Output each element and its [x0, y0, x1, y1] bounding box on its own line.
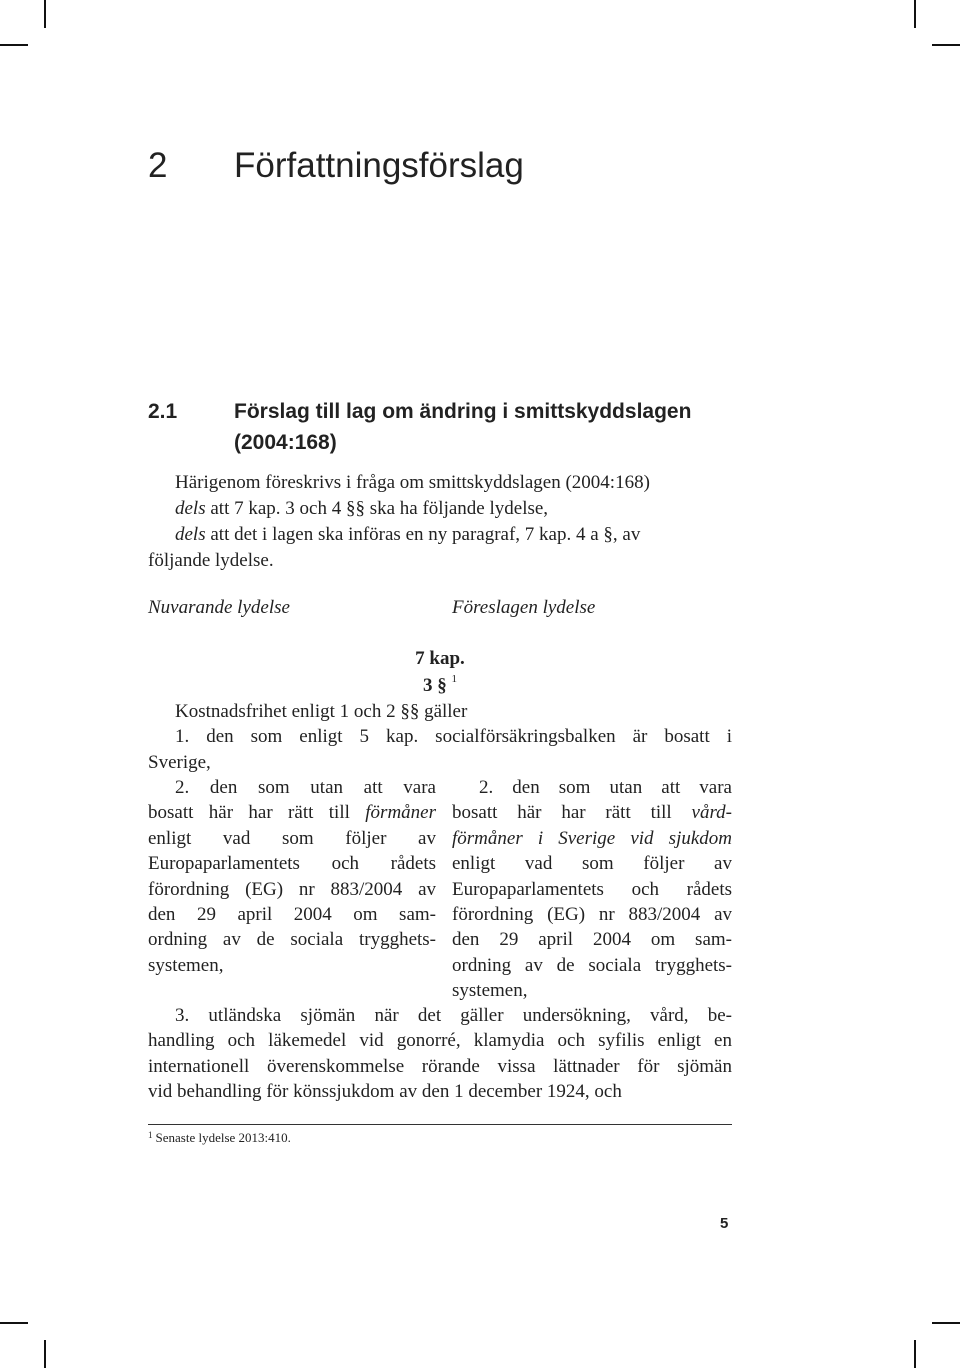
lead-line: Kostnadsfrihet enligt 1 och 2 §§ gäller	[175, 701, 468, 722]
section-heading	[148, 396, 691, 458]
item3-line: internationell överenskommelse rörande vissa lättnader för sjömän	[148, 1055, 732, 1077]
common-text	[148, 699, 732, 775]
current-line: ordning av de sociala trygghets-	[148, 929, 436, 951]
footnote-number: 1	[148, 1130, 153, 1140]
proposed-em: vård-	[691, 802, 732, 824]
footnote-marker: 1	[451, 673, 457, 685]
intro-line	[148, 496, 748, 522]
proposed-line: den 29 april 2004 om sam-	[452, 929, 732, 951]
proposed-line: ordning av de sociala trygghets-	[452, 954, 732, 976]
proposed-line: Europaparlamentets och rådets	[452, 878, 732, 900]
proposed-item2	[452, 775, 732, 1004]
crop-mark-top-right-h	[932, 44, 960, 46]
proposed-line	[452, 826, 732, 851]
section-number: 2.1	[148, 400, 178, 423]
proposed-text: bosatt här har rätt till	[452, 802, 692, 824]
current-line: enligt vad som följer av	[148, 827, 436, 849]
chapter-reference: 7 kap.	[415, 648, 465, 669]
proposed-em: förmåner i Sverige vid sjukdom	[452, 827, 732, 849]
current-line	[148, 800, 436, 825]
item1-line1: 1. den som enligt 5 kap. socialförsäkringsbalken är bosatt i	[175, 726, 732, 748]
chapter-heading	[148, 146, 524, 186]
intro-dels: dels	[175, 524, 206, 545]
footnote-text: Senaste lydelse 2013:410.	[155, 1130, 291, 1145]
column-heading-proposed: Föreslagen lydelse	[452, 597, 596, 618]
proposed-line: enligt vad som följer av	[452, 853, 732, 875]
crop-mark-top-left-h	[0, 44, 28, 46]
current-line: Europaparlamentets och rådets	[148, 853, 436, 875]
current-item2	[148, 775, 436, 978]
page-number: 5	[720, 1215, 729, 1232]
current-line: den 29 april 2004 om sam-	[148, 903, 436, 925]
paragraph-reference	[148, 673, 732, 697]
item3-line: vid behandling för könssjukdom av den 1 december 1924, och	[148, 1081, 622, 1103]
proposed-line	[452, 800, 732, 825]
proposed-line: systemen,	[452, 980, 528, 1002]
chapter-title: Författningsförslag	[234, 146, 524, 185]
paragraph-number: 3 §	[423, 675, 447, 696]
crop-mark-bottom-left-h	[0, 1322, 28, 1324]
intro-text: att 7 kap. 3 och 4 §§ ska ha följande lydelse,	[205, 498, 549, 519]
item3-line: 3. utländska sjömän när det gäller undersökning, vård, be-	[175, 1005, 732, 1026]
crop-mark-bottom-right-v	[914, 1340, 916, 1368]
item1-line2: Sverige,	[148, 751, 211, 773]
current-em: förmåner	[365, 802, 436, 824]
item3-line: handling och läkemedel vid gonorré, klamydia och syfilis enligt en	[148, 1030, 732, 1052]
chapter-number: 2	[148, 146, 168, 185]
intro-line: Härigenom föreskrivs i fråga om smittskyddslagen (2004:168)	[175, 472, 650, 493]
crop-mark-top-right-v	[914, 0, 916, 28]
intro-dels: dels	[175, 498, 206, 519]
column-heading-current: Nuvarande lydelse	[148, 597, 290, 618]
section-title-line2: (2004:168)	[234, 431, 337, 454]
crop-mark-bottom-right-h	[932, 1322, 960, 1324]
footnote	[148, 1130, 291, 1146]
intro-line: följande lydelse.	[148, 550, 274, 571]
crop-mark-top-left-v	[44, 0, 46, 28]
current-text: bosatt här har rätt till	[148, 802, 366, 824]
proposed-line: förordning (EG) nr 883/2004 av	[452, 903, 732, 925]
intro-line	[148, 522, 748, 548]
current-line: systemen,	[148, 954, 224, 976]
section-title-line1: Förslag till lag om ändring i smittskyddslagen	[234, 400, 692, 423]
current-line: 2. den som utan att vara	[175, 777, 436, 798]
item3-text	[148, 1003, 732, 1105]
footnote-rule	[148, 1124, 732, 1125]
intro-paragraph	[148, 470, 748, 574]
intro-text: att det i lagen ska införas en ny paragraf, 7 kap. 4 a §, av	[205, 524, 641, 545]
crop-mark-bottom-left-v	[44, 1340, 46, 1368]
proposed-line: 2. den som utan att vara	[479, 777, 732, 798]
current-line: förordning (EG) nr 883/2004 av	[148, 878, 436, 900]
